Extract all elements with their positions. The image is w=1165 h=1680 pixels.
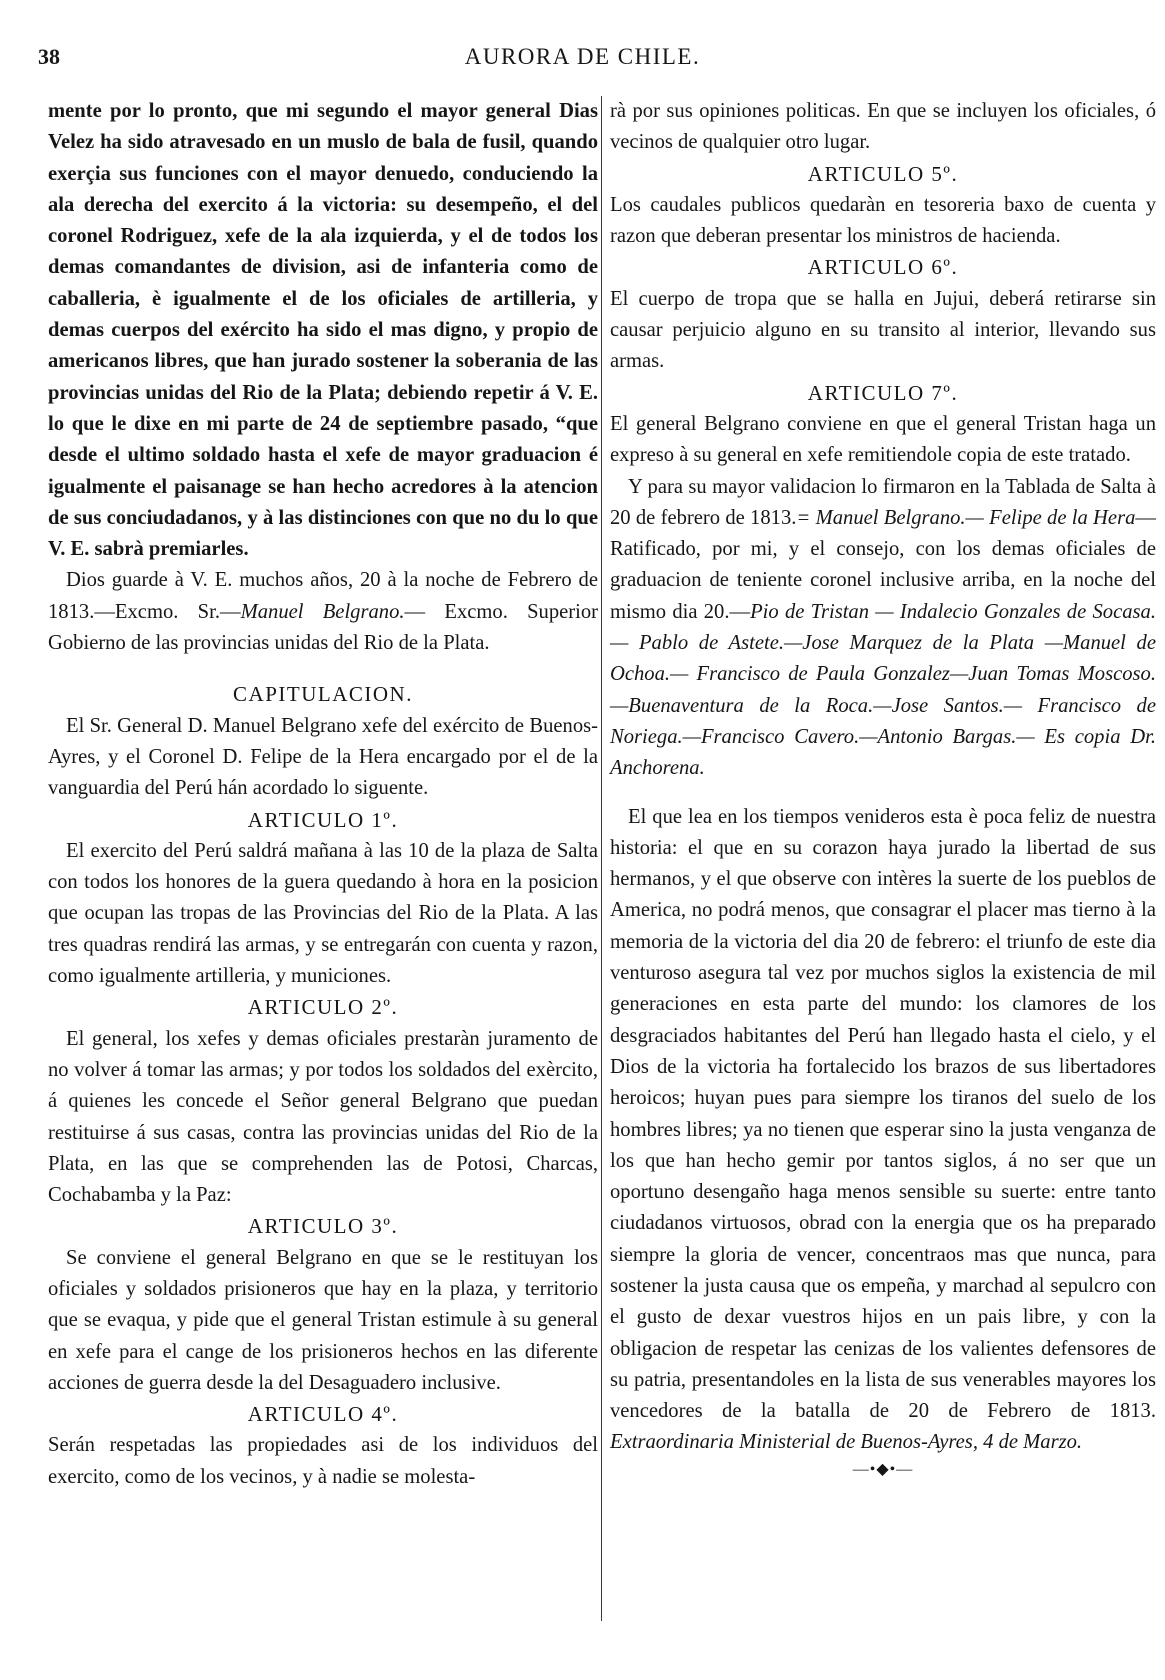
capitulation-intro: El Sr. General D. Manuel Belgrano xefe del exército de Buenos-Ayres, y el Coronel D. Felipe de la Hera encargado por el de la vanguardia del Perú hán acordado lo siguente. [48,714,598,800]
editorial-text: El que lea en los tiempos venideros esta è poca feliz de nuestra historia: el que en su corazon haya jurado la libertad de sus hermanos, y el que observe con intères la suerte de los pueblos de America, no podrá menos, que consagrar el placer mas tierno à la memoria de la victoria del dia 20 de febrero: el triunfo de este dia venturoso asegura tal vez por muchos siglos la existencia de mil generaciones en esta parte del mundo: los clamores de los desgraciados habitantes del Perú han llegado hasta el cielo, y el Dios de la victoria ha fortalecido los brazos de sus libertadores heroicos; huyan pues para siempre los tiranos del suelo de los hombres libres; ya no tienen que esperar sino la justa venganza de los que han hecho gemir por tantos siglos, á no ser que un oportuno desengaño haga menos sensible su suerte: entre tanto ciudadanos virtuosos, obrad con la energia que os ha preparado siempre la gloria de vencer, concentraos mas que nunca, para sostener la justa causa que os empeña, y marchad al sepulcro con el gusto de dexar vuestros hijos en un pais libre, y con la obligacion de respetar las cenizas de los valientes defensores de su patria, presentandoles en la lista de sus venerables mayores los vencedores de la batalla de 20 de Febrero de 1813. [610,805,1156,1423]
letter-closing-text: Dios guarde à V. E. muchos años, 20 à la noche de Febrero de 1813.—Excmo. Sr.— [48,569,598,623]
article-5-heading: ARTICULO 5º. [807,161,959,186]
right-column [610,96,1156,1479]
signatories-list: Pio de Tristan — Indalecio Gonzales de Socasa.— Pablo de Astete.—Jose Marquez de la Plata —Manuel de Ochoa.— Francisco de Paula Gonzalez—Juan Tomas Moscoso.—Buenaventura de la Roca.—Jose Santos.— Francisco de Noriega.—Francisco Cavero.—Antonio Bargas.— Es copia Dr. Anchorena. [610,600,1156,780]
signing-paragraph [610,472,1156,785]
article-1-text: El exercito del Perú saldrá mañana à las 10 de la plaza de Salta con todos los honores de la guera quedando à hora en la posicion que ocupan las tropas de las Provincias del Rio de la Plata. A las tres quadras rendirá las armas, y se entregarán con cuenta y razon, como igualmente artilleria, y municiones. [48,839,598,988]
letter-signature: Manuel Belgrano. [240,600,405,623]
article-7-text: El general Belgrano conviene en que el general Tristan haga un expreso à su general en xefe remitiendole copia de este tratado. [610,412,1156,467]
left-column [48,96,598,1493]
article-5-text: Los caudales publicos quedaràn en tesoreria baxo de cuenta y razon que deberan presentar los ministros de hacienda. [610,193,1156,248]
letter-recipient: — Excmo. Superior Gobierno de las provincias unidas del Rio de la Plata. [48,600,599,655]
article-7-heading: ARTICULO 7º. [807,380,959,405]
running-title: AURORA DE CHILE. [464,44,701,69]
article-6-heading: ARTICULO 6º. [807,255,959,280]
article-1-heading: ARTICULO 1º. [247,807,399,832]
section-gap [610,785,1156,802]
article-4-text: Serán respetadas las propiedades asi de los individuos del exercito, como de los vecinos, y à nadie se molesta- [48,1434,598,1488]
column-rule [601,96,602,1621]
capitulation-heading: CAPITULACION. [233,682,413,707]
article-3-heading: ARTICULO 3º. [247,1214,399,1239]
signer-belgrano-hera: = Manuel Belgrano.— Felipe de la Hera [796,506,1136,529]
source-citation: Extraordinaria Ministerial de Buenos-Ayres, 4 de Marzo. [610,1431,1083,1454]
closing-ornament: —•◆•— [852,1460,914,1478]
article-2-text: El general, los xefes y demas oficiales prestaràn juramento de no volver á tomar las armas; y por todos los soldados del exèrcito, á quienes les concede el Señor general Belgrano que puedan restituirse á sus casas, contra las provincias unidas del Rio de la Plata, en las que se comprehenden las de Potosi, Charcas, Cochabamba y la Paz: [48,1027,598,1207]
letter-continuation [48,96,598,565]
article-4-heading: ARTICULO 4º. [247,1402,399,1427]
editorial-paragraph [610,802,1156,1459]
page-number: 38 [38,44,60,69]
article-2-heading: ARTICULO 2º. [247,995,399,1020]
ratification-text: —Ratificado, por mi, y el consejo, con los demas oficiales de graduacion de teniente coronel inclusive arriba, en la noche del mismo dia 20.— [610,506,1156,623]
article-3-text: Se conviene el general Belgrano en que se le restituyan los oficiales y soldados prisioneros que hay en la plaza, y territorio que se evaqua, y pide que el general Tristan estimule à su general en xefe para el cange de los prisioneros hechos en las diferente acciones de guerra desde la del Desaguadero inclusive. [48,1246,598,1394]
signing-text: Y para su mayor validacion lo firmaron en la Tablada de Salta à 20 de febrero de 1813. [610,475,1156,529]
letter-closing [48,565,598,659]
article-4-continuation: rà por sus opiniones politicas. En que se incluyen los oficiales, ó vecinos de qualquier otro lugar. [610,100,1156,154]
article-6-text: El cuerpo de tropa que se halla en Jujui, deberá retirarse sin causar perjuicio alguno en su transito al interior, llevando sus armas. [610,287,1156,373]
letter-text: mente por lo pronto, que mi segundo el mayor general Dias Velez ha sido atravesado en un muslo de bala de fusil, quando exerçia sus funciones con el mayor denuedo, conduciendo la ala derecha del exercito á la victoria: su desempeño, el del coronel Rodriguez, xefe de la ala izquierda, y el de todos los demas comandantes de division, asi de infanteria como de caballeria, è igualmente el de los oficiales de artilleria, y demas cuerpos del exército ha sido el mas digno, y propio de americanos libres, que han jurado sostener la soberania de las provincias unidas del Rio de la Plata; debiendo repetir á V. E. lo que le dixe en mi parte de 24 de septiembre pasado, “que desde el ultimo soldado hasta el xefe de mayor graduacion é igualmente el paisanage se han hecho acredores à la atencion de sus conciudadanos, y à las distinciones con que no du lo que V. E. sabrà premiarles. [48,100,598,561]
